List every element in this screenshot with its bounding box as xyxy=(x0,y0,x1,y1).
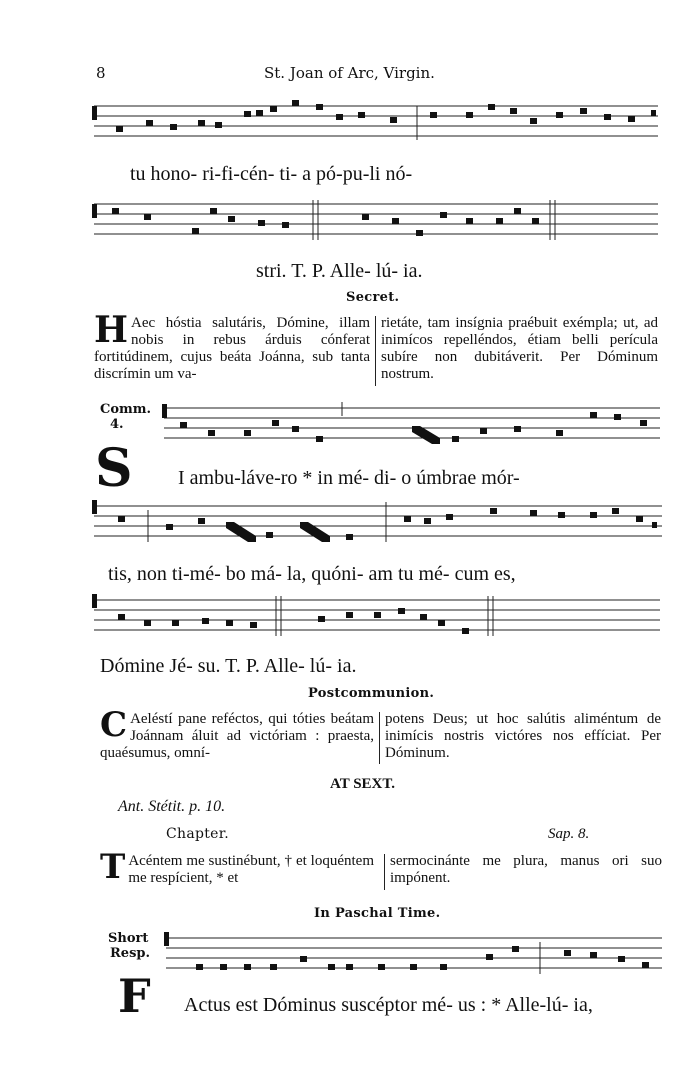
postcommunion-divider xyxy=(379,712,380,764)
secret-heading: Secret. xyxy=(346,290,400,305)
postcommunion-left-column xyxy=(100,705,374,762)
lyric-line-2: stri. T. P. Alle- lú- ia. xyxy=(256,260,423,282)
paschal-initial: F xyxy=(118,969,151,1023)
secret-left-text: Aec hóstia salutáris, Dómine, illam nobis in rebus árduis cónferat fortitúdinem, cujus beáta Joánna, sub tanta discrímin um va- xyxy=(94,315,370,382)
secret-right-text: rietáte, tam insígnia praébuit exémpla; ut, ad inimícos repelléndos, étiam belli perícula subíre non dubitáverit. Per Dóminum nostrum. xyxy=(381,315,658,382)
chant-staff-5 xyxy=(0,590,696,650)
chapter-divider xyxy=(384,854,385,890)
page-number: 8 xyxy=(96,64,106,82)
chant-staff-1 xyxy=(0,96,696,156)
lyric-line-1: tu hono- ri-fi-cén- ti- a pó-pu-li nó- xyxy=(130,163,413,185)
secret-initial: H xyxy=(94,309,129,351)
lyric-line-3: I ambu-láve-ro * in mé- di- o úmbrae mór- xyxy=(178,467,520,489)
postcommunion-initial: C xyxy=(100,705,128,745)
lyric-line-5: Dómine Jé- su. T. P. Alle- lú- ia. xyxy=(100,655,357,677)
chapter-right-text: sermocinánte me plura, manus ori suo impónent. xyxy=(390,853,662,886)
paschal-heading: In Paschal Time. xyxy=(314,906,441,921)
postcommunion-right-text: potens Deus; ut hoc salútis aliméntum de inimícis nostris victóres nos effíciat. Per Dóminum. xyxy=(385,711,661,761)
chapter-reference: Sap. 8. xyxy=(548,826,590,842)
secret-right-column xyxy=(381,315,658,383)
communion-mode: 4. xyxy=(110,417,124,432)
communion-initial: S xyxy=(95,438,133,499)
short-resp-label-2: Resp. xyxy=(110,946,151,961)
chapter-left-column xyxy=(100,847,374,887)
postcommunion-left-text: Aeléstí pane reféctos, qui tóties beátam Joánnam áluit ad victóriam : praesta, quaésumus, omní- xyxy=(100,711,374,761)
chapter-right-column xyxy=(390,853,662,887)
secret-divider xyxy=(375,316,376,386)
chant-staff-2 xyxy=(0,194,696,254)
at-sext-heading: AT SEXT. xyxy=(330,776,396,792)
chant-staff-4 xyxy=(0,496,696,556)
lyric-line-4: tis, non ti-mé- bo má- la, quóni- am tu mé- cum es, xyxy=(108,563,516,585)
communion-label: Comm. xyxy=(100,402,152,417)
secret-left-column xyxy=(94,309,370,383)
short-resp-label-1: Short xyxy=(108,931,149,946)
chapter-left-text: Acéntem me sustinébunt, † et loquéntem me respícient, * et xyxy=(128,853,374,886)
running-title: St. Joan of Arc, Virgin. xyxy=(264,64,435,82)
postcommunion-heading: Postcommunion. xyxy=(308,686,435,701)
chant-staff-6 xyxy=(0,928,696,988)
postcommunion-right-column xyxy=(385,711,661,762)
chapter-heading: Chapter. xyxy=(166,826,229,842)
lyric-line-6: Actus est Dóminus suscéptor mé- us : * Alle-lú- ia, xyxy=(184,994,593,1016)
antiphon-reference: Ant. Stétit. p. 10. xyxy=(118,798,226,815)
chapter-initial: T xyxy=(100,847,126,887)
